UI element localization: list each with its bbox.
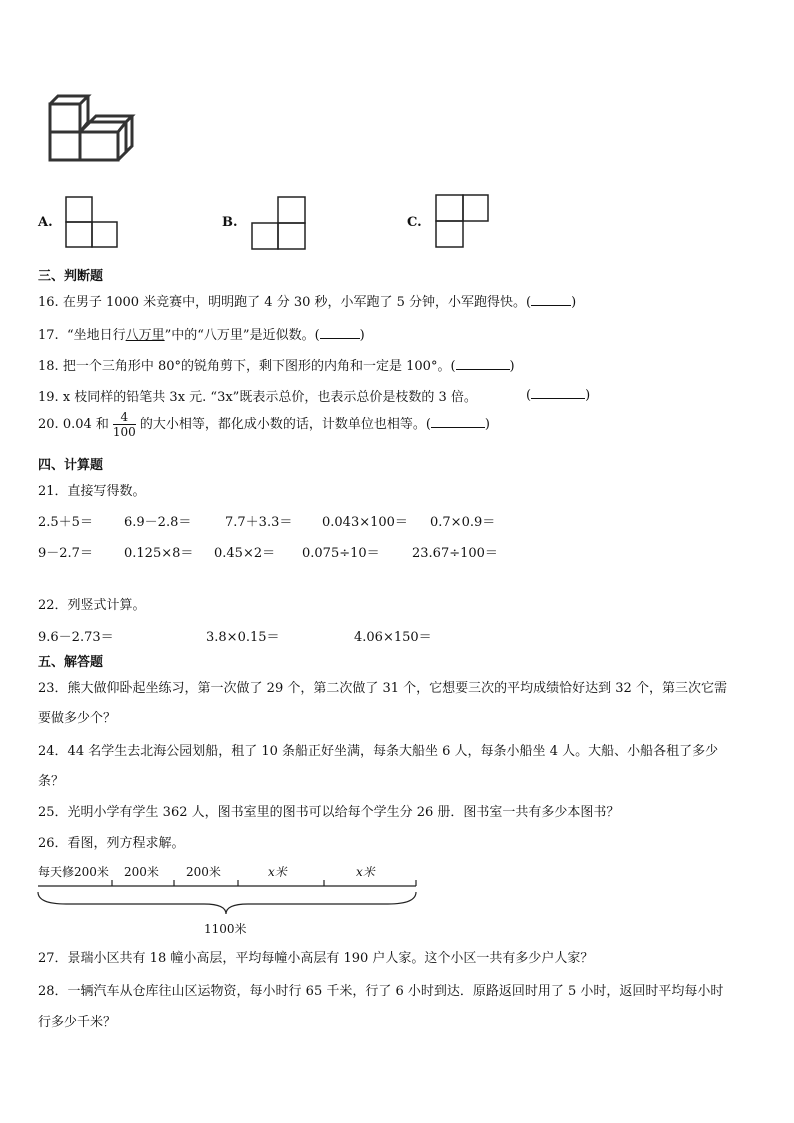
question-26: 26．看图，列方程求解。	[38, 836, 185, 851]
question-23-line1: 23．熊大做仰卧起坐练习，第一次做了 29 个，第二次做了 31 个，它想要三次的平均成绩恰好达到 32 个，第三次它需	[38, 681, 727, 696]
question-19	[38, 386, 477, 405]
calc-item: 7.7＋3.3＝	[225, 515, 293, 530]
question-17: 17. “坐地日行八万里”中的“八万里”是近似数。( )	[38, 328, 365, 343]
question-20-pre: 0.04 和	[62, 417, 109, 432]
calc-item: 0.45×2＝	[214, 546, 276, 561]
segment-total-label: 1100米	[204, 922, 247, 936]
calc-item: 2.5＋5＝	[38, 515, 93, 530]
option-b-view-icon	[250, 195, 308, 251]
answer-blank-17[interactable]	[320, 326, 360, 339]
calc-item: 9－2.7＝	[38, 546, 93, 561]
question-19-text: x 枝同样的铅笔共 3x 元. “3x”既表示总价，也表示总价是枝数的 3 倍。	[62, 390, 477, 405]
question-28-line1: 28．一辆汽车从仓库往山区运物资，每小时行 65 千米，行了 6 小时到达．原路返回时用了 5 小时，返回时平均每小时	[38, 984, 724, 999]
question-17-number: 17.	[38, 328, 59, 343]
question-18-text: 把一个三角形中 80°的锐角剪下，剩下图形的内角和一定是 100°。(	[62, 359, 456, 374]
cube-stack-figure	[44, 92, 136, 164]
segment-label: x米	[356, 865, 375, 879]
answer-blank-18[interactable]	[456, 357, 510, 370]
question-24-line2: 条？	[38, 774, 65, 789]
section-4-title: 四、计算题	[38, 458, 104, 473]
option-c-view-icon	[434, 193, 490, 249]
calc-item: 0.125×8＝	[124, 546, 194, 561]
answer-blank-16[interactable]	[531, 293, 571, 306]
option-a-label: A.	[38, 215, 53, 230]
calc-item: 0.075÷10＝	[302, 546, 380, 561]
question-25: 25．光明小学有学生 362 人，图书室里的图书可以给每个学生分 26 册．图书室一共有多少本图书？	[38, 805, 620, 820]
answer-blank-19[interactable]	[531, 386, 585, 399]
question-17-underlined: 八万里	[125, 328, 165, 343]
question-20-number: 20.	[38, 417, 59, 432]
question-23-line2: 要做多少个？	[38, 711, 117, 726]
segment-label: x米	[268, 865, 287, 879]
calc-item: 23.67÷100＝	[412, 546, 498, 561]
question-16-text: 在男子 1000 米竞赛中，明明跑了 4 分 30 秒，小军跑了 5 分钟，小军跑得快。(	[62, 295, 532, 310]
question-16-number: 16.	[38, 295, 59, 310]
section-3-title: 三、判断题	[38, 269, 104, 284]
fraction-4-over-100: $\frac{4}{100}$	[112, 410, 136, 439]
segment-label: 200米	[186, 865, 221, 879]
calc-item: 0.043×100＝	[322, 515, 408, 530]
question-16: 16. 在男子 1000 米竞赛中，明明跑了 4 分 30 秒，小军跑了 5 分钟，小军跑得快。( )	[38, 295, 577, 310]
question-20-post: 的大小相等，都化成小数的话，计数单位也相等。(	[139, 417, 431, 432]
section-5-title: 五、解答题	[38, 655, 104, 670]
question-17-pre: “坐地日行	[66, 328, 126, 343]
question-22: 22．列竖式计算。	[38, 598, 146, 613]
calc-item: 6.9－2.8＝	[124, 515, 192, 530]
question-19-number: 19.	[38, 390, 59, 405]
question-24-line1: 24．44 名学生去北海公园划船，租了 10 条船正好坐满，每条大船坐 6 人，每条小船坐 4 人。大船、小船各租了多少	[38, 744, 719, 759]
vertical-calc-item: 9.6－2.73＝	[38, 630, 114, 645]
vertical-calc-item: 3.8×0.15＝	[206, 630, 280, 645]
question-19-answer: ( )	[526, 388, 591, 403]
calc-item: 0.7×0.9＝	[430, 515, 496, 530]
question-27: 27．景瑞小区共有 18 幢小高层，平均每幢小高层有 190 户人家。这个小区一共有多少户人家？	[38, 951, 594, 966]
question-18-number: 18.	[38, 359, 59, 374]
vertical-calc-item: 4.06×150＝	[354, 630, 432, 645]
question-20: 20. 0.04 和 $\frac{4}{100}$ 的大小相等，都化成小数的话，计数单位也相等。( )	[38, 410, 490, 439]
question-17-post: ”中的“八万里”是近似数。(	[164, 328, 320, 343]
option-a-view-icon	[64, 195, 120, 249]
question-21: 21．直接写得数。	[38, 484, 146, 499]
question-28-line2: 行多少千米？	[38, 1015, 117, 1030]
segment-label: 每天修200米	[38, 865, 109, 879]
segment-label: 200米	[124, 865, 159, 879]
answer-blank-20[interactable]	[431, 415, 485, 428]
option-c-label: C.	[407, 215, 422, 230]
question-18: 18. 把一个三角形中 80°的锐角剪下，剩下图形的内角和一定是 100°。( )	[38, 359, 515, 374]
option-b-label: B.	[222, 215, 238, 230]
